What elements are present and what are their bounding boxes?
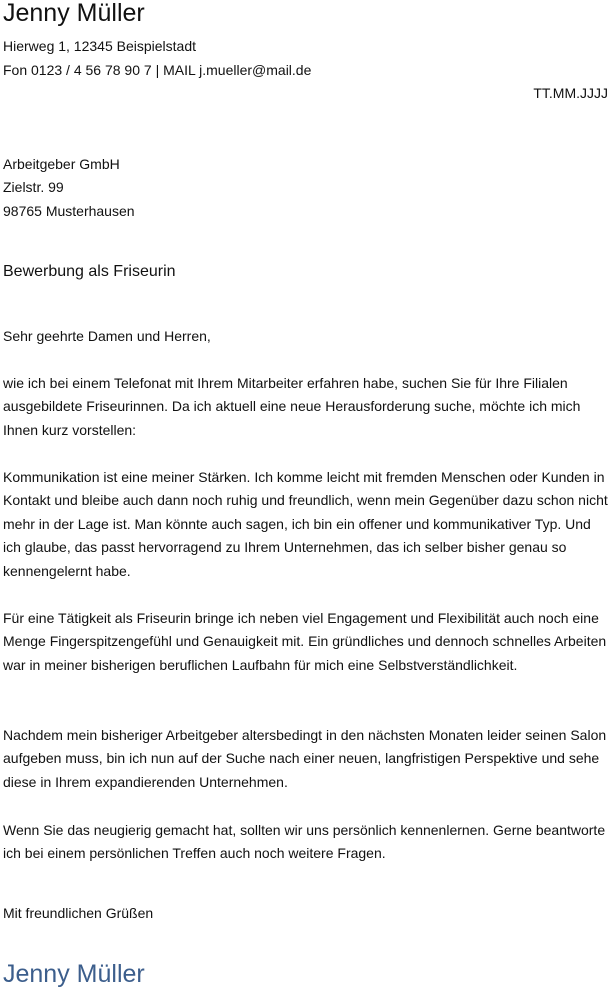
sender-address: Hierweg 1, 12345 Beispielstadt — [3, 38, 197, 54]
recipient-street: Zielstr. 99 — [3, 179, 64, 195]
recipient-city: 98765 Musterhausen — [3, 203, 135, 219]
closing: Mit freundlichen Grüßen — [3, 905, 154, 921]
salutation: Sehr geehrte Damen und Herren, — [3, 328, 211, 344]
paragraph-2: Kommunikation ist eine meiner Stärken. Ich komme leicht mit fremden Menschen oder Kunden in Kontakt und bleibe auch dann noch ruhig und freundlich, wenn mein Gegenüber dazu schon nicht mehr in der Lage ist. Man könnte auch sagen, ich bin ein offener und kommunikativer Typ. Und ich glaube, das passt hervorragend zu Ihrem Unternehmen, das ich selber bisher genau so kennengelernt habe. — [3, 469, 608, 579]
recipient-company: Arbeitgeber GmbH — [3, 156, 120, 172]
signature: Jenny Müller — [3, 960, 145, 988]
paragraph-3: Für eine Tätigkeit als Friseurin bringe ich neben viel Engagement und Flexibilität auch noch eine Menge Fingerspitzengefühl und Genauigkeit mit. Ein gründliches und dennoch schnelles Arbeiten war in meiner bisherigen beruflichen Laufbahn für mich eine Selbstverständlichkeit. — [3, 610, 607, 673]
paragraph-1: wie ich bei einem Telefonat mit Ihrem Mitarbeiter erfahren habe, suchen Sie für Ihre Filialen ausgebildete Friseurinnen. Da ich aktuell eine neue Herausforderung suche, möchte ich mich Ihnen kurz vorstellen: — [3, 375, 581, 438]
sender-contact: Fon 0123 / 4 56 78 90 7 | MAIL j.mueller@mail.de — [3, 62, 312, 78]
letter-subject: Bewerbung als Friseurin — [3, 263, 176, 280]
paragraph-4: Nachdem mein bisheriger Arbeitgeber altersbedingt in den nächsten Monaten leider seinen Salon aufgeben muss, bin ich nun auf der Suche nach einer neuen, langfristigen Perspektive und sehe diese in Ihrem expandierenden Unternehmen. — [3, 727, 607, 790]
sender-name: Jenny Müller — [3, 0, 145, 27]
letter-date: TT.MM.JJJJ — [533, 85, 608, 101]
paragraph-5: Wenn Sie das neugierig gemacht hat, sollten wir uns persönlich kennenlernen. Gerne beantworte ich bei einem persönlichen Treffen auch noch weitere Fragen. — [3, 822, 606, 862]
